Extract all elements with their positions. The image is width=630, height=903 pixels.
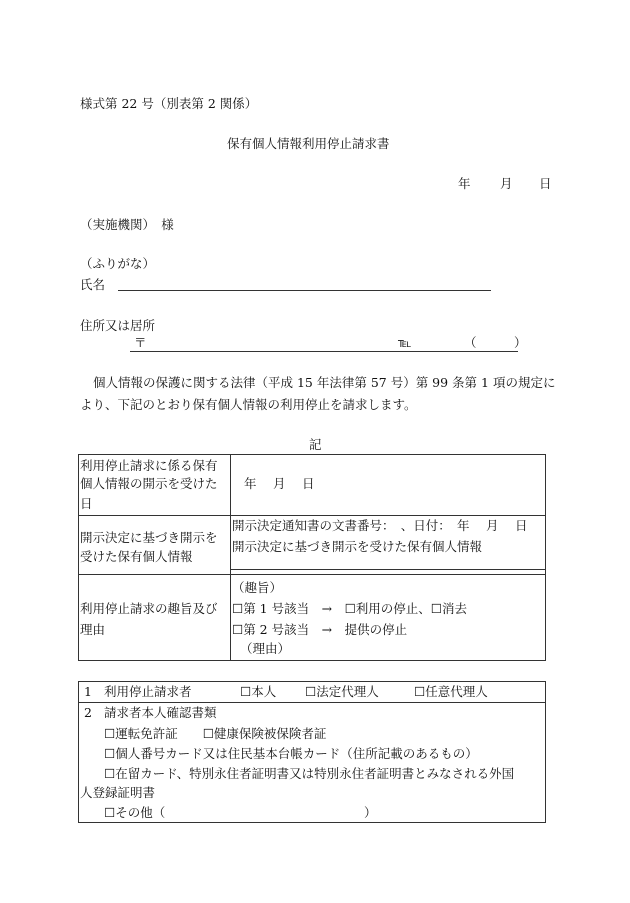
requester-option-voluntary-agent[interactable]: ☐任意代理人 <box>414 684 488 699</box>
id-document-item-number: 2 <box>84 705 92 720</box>
address-label: 住所又は居所 <box>80 318 156 333</box>
date-day-label: 日 <box>539 176 552 191</box>
requester-label: 利用停止請求者 <box>104 684 192 699</box>
address-underline[interactable] <box>130 351 518 352</box>
requester-option-legal-agent[interactable]: ☐法定代理人 <box>305 684 379 699</box>
disclosure-date-label-line-3: 日 <box>80 496 93 511</box>
postal-mark: 〒 <box>134 335 147 350</box>
disclosure-date-value[interactable]: 年 月 日 <box>244 476 315 491</box>
id-document-other-option[interactable]: ☐その他（ <box>104 805 166 820</box>
disclosed-info-field[interactable]: 開示決定に基づき開示を受けた保有個人情報 <box>232 539 483 554</box>
notice-document-number-field[interactable]: 開示決定通知書の文書番号： 、日付： 年 月 日 <box>232 518 528 533</box>
id-document-option-line-2[interactable]: ☐個人番号カード又は住民基本台帳カード（住所記載のあるもの） <box>104 746 478 761</box>
name-label: 氏名 <box>80 277 106 292</box>
disclosed-info-label-line-1: 開示決定に基づき開示を <box>80 530 218 545</box>
date-month-label: 月 <box>500 176 513 191</box>
requester-item-number: 1 <box>84 684 92 699</box>
note-heading: 記 <box>309 437 322 452</box>
agency-label: （実施機関） 様 <box>80 217 174 232</box>
reason-label: （理由） <box>240 641 291 656</box>
body-text-line-1: 個人情報の保護に関する法律（平成 15 年法律第 57 号）第 99 条第 1 項の規定に <box>93 375 556 390</box>
disclosure-date-label-line-2: 個人情報の開示を受けた <box>80 476 218 491</box>
requester-option-self[interactable]: ☐本人 <box>240 684 277 699</box>
id-document-option-line-1[interactable]: ☐運転免許証 ☐健康保険被保険者証 <box>104 726 327 741</box>
purpose-option-2[interactable]: ☐第 2 号該当 → 提供の停止 <box>232 622 408 637</box>
disclosed-info-label-line-2: 受けた保有個人情報 <box>80 549 193 564</box>
id-document-option-line-3[interactable]: ☐在留カード、特別永住者証明書又は特別永住者証明書とみなされる外国 <box>104 766 515 781</box>
form-number: 様式第 22 号（別表第 2 関係） <box>80 96 258 111</box>
id-document-other-close: ） <box>364 805 377 820</box>
table1-column-divider <box>230 454 231 661</box>
date-year-label: 年 <box>458 176 471 191</box>
id-document-label: 請求者本人確認書類 <box>104 705 217 720</box>
purpose-reason-label-line-2: 理由 <box>80 622 106 637</box>
tel-parens: （ ） <box>464 335 527 350</box>
name-underline[interactable] <box>118 290 491 291</box>
furigana-label: （ふりがな） <box>80 256 156 271</box>
purpose-reason-label-line-1: 利用停止請求の趣旨及び <box>80 601 218 616</box>
body-text-line-2: より、下記のとおり保有個人情報の利用停止を請求します。 <box>80 397 417 412</box>
purpose-label: （趣旨） <box>232 580 283 595</box>
disclosure-date-label-line-1: 利用停止請求に係る保有 <box>80 458 218 473</box>
table1-row-divider-2 <box>230 569 546 570</box>
table1-row-divider-3 <box>78 574 546 575</box>
document-title: 保有個人情報利用停止請求書 <box>227 136 390 151</box>
tel-mark: ℡ <box>398 335 412 350</box>
purpose-option-1[interactable]: ☐第 1 号該当 → ☐利用の停止、☐消去 <box>232 601 467 616</box>
id-document-option-line-4: 人登録証明書 <box>80 785 156 800</box>
